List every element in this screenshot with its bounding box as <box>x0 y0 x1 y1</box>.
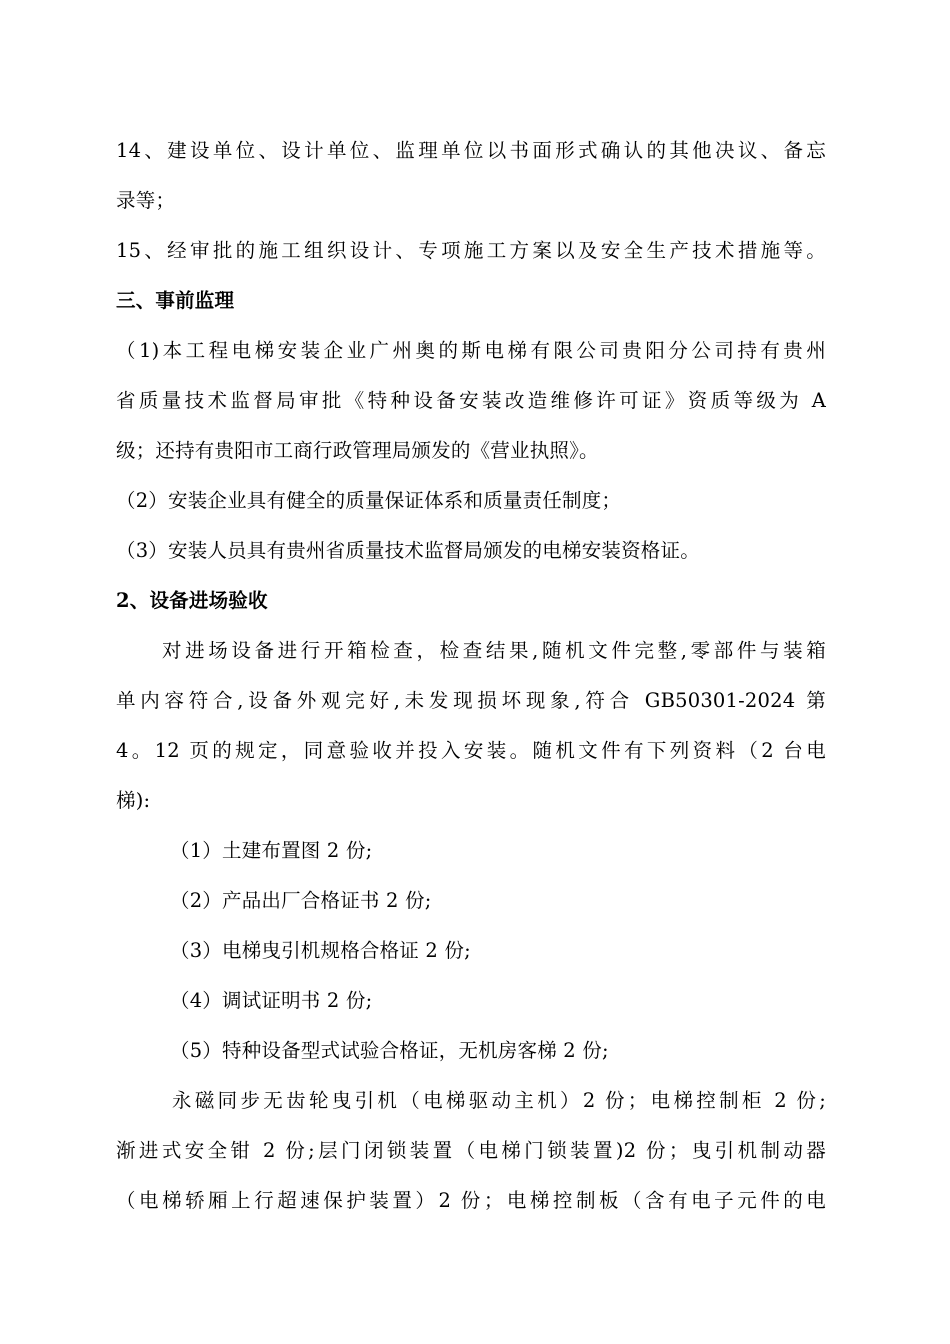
text-line-7: 级；还持有贵阳市工商行政管理局颁发的《营业执照》。 <box>116 439 599 462</box>
text-line-20: 永磁同步无齿轮曳引机（电梯驱动主机）2 份；电梯控制柜 2 份; <box>172 1089 826 1112</box>
text-line-8: （2）安装企业具有健全的质量保证体系和质量责任制度； <box>116 489 622 512</box>
text-line-3: 15、经审批的施工组织设计、专项施工方案以及安全生产技术措施等。 <box>116 239 826 262</box>
list-item-1: （1）土建布置图 2 份; <box>170 839 373 862</box>
section-heading-3: 三、事前监理 <box>116 289 235 312</box>
text-line-21: 渐进式安全钳 2 份;层门闭锁装置（电梯门锁装置)2 份；曳引机制动器 <box>116 1139 826 1162</box>
text-line-2: 录等； <box>116 189 176 212</box>
list-item-5: （5）特种设备型式试验合格证，无机房客梯 2 份; <box>170 1039 609 1062</box>
text-line-5: （1)本工程电梯安装企业广州奥的斯电梯有限公司贵阳分公司持有贵州 <box>116 339 826 362</box>
list-item-3: （3）电梯曳引机规格合格证 2 份; <box>170 939 471 962</box>
text-line-14: 梯): <box>116 789 151 812</box>
list-item-4: （4）调试证明书 2 份; <box>170 989 373 1012</box>
list-item-2: （2）产品出厂合格证书 2 份; <box>170 889 432 912</box>
text-line-22: （电梯轿厢上行超速保护装置）2 份；电梯控制板（含有电子元件的电 <box>116 1189 826 1212</box>
text-line-13: 4。12 页的规定，同意验收并投入安装。随机文件有下列资料（2 台电 <box>116 739 826 762</box>
text-line-12: 单内容符合,设备外观完好,未发现损坏现象,符合 GB50301-2024 第 <box>116 689 826 712</box>
section-heading-2: 2、设备进场验收 <box>116 589 268 612</box>
text-line-9: （3）安装人员具有贵州省质量技术监督局颁发的电梯安装资格证。 <box>116 539 700 562</box>
text-line-11: 对进场设备进行开箱检查，检查结果,随机文件完整,零部件与装箱 <box>162 639 826 662</box>
text-line-6: 省质量技术监督局审批《特种设备安装改造维修许可证》资质等级为 A <box>116 389 826 412</box>
text-line-1: 14、建设单位、设计单位、监理单位以书面形式确认的其他决议、备忘 <box>116 139 826 162</box>
